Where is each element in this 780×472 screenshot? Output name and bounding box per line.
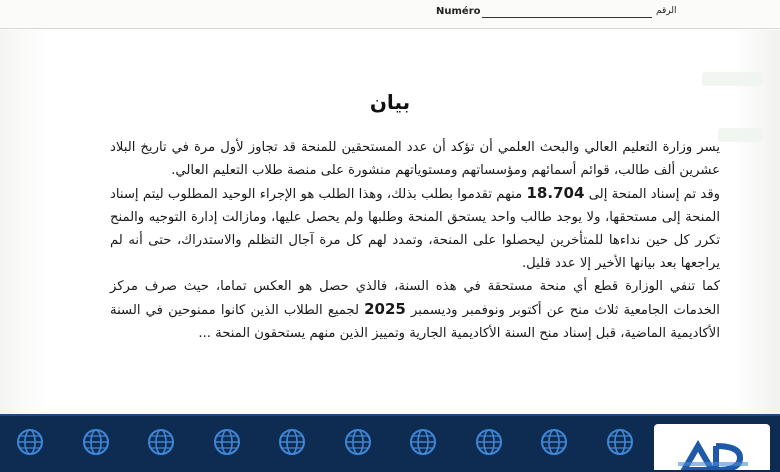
paragraph-3 xyxy=(110,275,720,345)
paragraph-text: لجميع الطلاب الذين كانوا ممنوحين في السنة الأكاديمية الماضية، قبل إسناد منح السنة الأكاديمية الجارية وتمييز الذين منهم يستحقون المنحة ... xyxy=(110,303,720,341)
paragraph-text: منهم تقدموا بطلب بذلك، وهذا الطلب هو الإجراء الوحيد المطلوب ليتم إسناد المنحة إلى مستحقها، ولا يوجد طالب واحد يستحق المنحة وطلبها ولم يحصل عليها، ومازالت إدارة التوجيه والمنح تكرر كل حين نداءها للمتأخرين ليحصلوا على المنحة، وتمدد لهم كل مرة آجال التظلم والاستدراك، حتى أنه لم يراجعها بعد بيانها الأخير إلا عدد قليل. xyxy=(110,187,720,271)
globe-icon xyxy=(278,428,306,456)
paragraph-text: وقد تم إسناد المنحة إلى xyxy=(588,187,720,202)
paragraph-2 xyxy=(110,182,720,275)
raqm-label: الرقم xyxy=(656,6,677,16)
paragraph-1 xyxy=(110,136,720,182)
globe-icon xyxy=(82,428,110,456)
grant-count: 18.704 xyxy=(526,184,585,202)
agency-logo-icon xyxy=(654,424,770,470)
document-body xyxy=(110,136,720,345)
numero-label: Numéro xyxy=(436,6,481,17)
globe-icon xyxy=(540,428,568,456)
header-divider xyxy=(0,28,780,29)
document-header xyxy=(0,0,780,30)
number-field xyxy=(436,6,696,22)
faded-mark xyxy=(702,72,762,86)
number-blank-line xyxy=(482,17,652,18)
paragraph-text: يسر وزارة التعليم العالي والبحث العلمي أن تؤكد أن عدد المستحقين للمنحة قد تجاوز لأول مرة في تاريخ البلاد عشرين ألف طالب، قوائم أسمائهم ومؤسساتهم ومستوياتهم منشورة على منصة طلاب التعليم العالي. xyxy=(110,140,720,178)
document-title: بيان xyxy=(369,90,411,114)
paragraph-text: كما تنفي الوزارة قطع أي منحة مستحقة في هذه السنة، فالذي حصل هو العكس تماما، حيث صرف مركز الخدمات الجامعية ثلاث منح عن أكتوبر ونوفمبر وديسمبر xyxy=(110,279,720,318)
globe-icon xyxy=(475,428,503,456)
agency-logo xyxy=(654,424,770,470)
year-number: 2025 xyxy=(364,300,406,318)
globe-icon xyxy=(344,428,372,456)
globe-icon xyxy=(606,428,634,456)
globe-icon xyxy=(409,428,437,456)
globe-icon xyxy=(147,428,175,456)
globe-icon xyxy=(213,428,241,456)
faded-mark xyxy=(718,128,762,142)
globe-icon xyxy=(16,428,44,456)
